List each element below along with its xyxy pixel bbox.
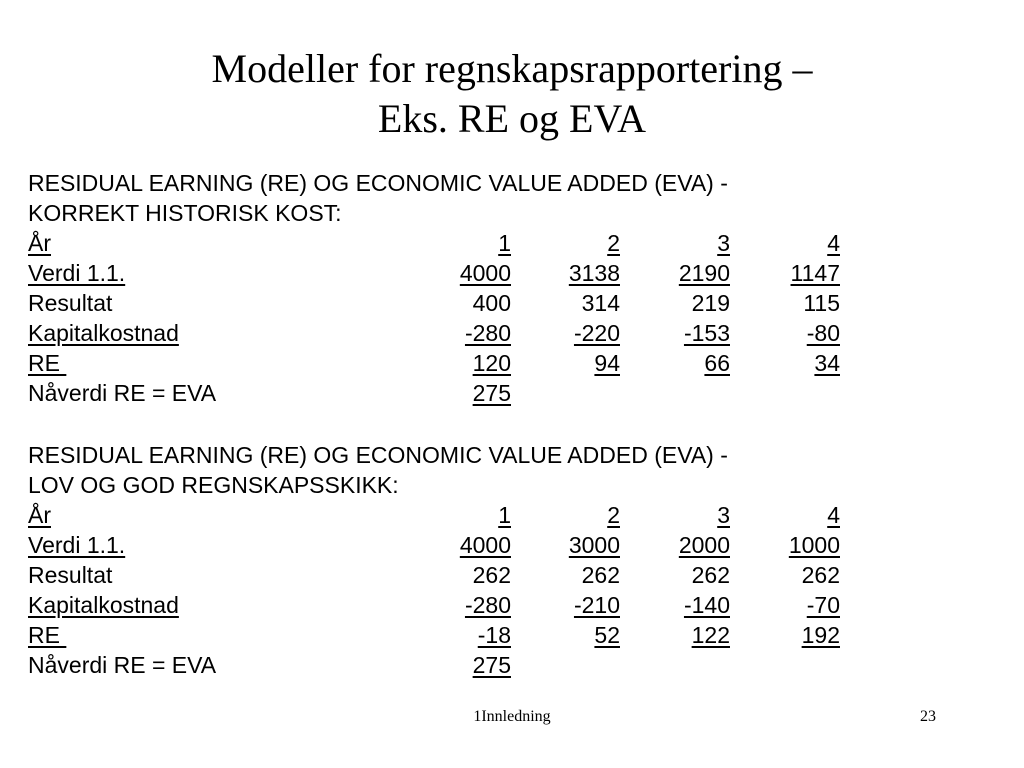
row-label: Nåverdi RE = EVA	[28, 380, 217, 406]
table-row-kapitalkostnad	[28, 318, 848, 348]
table-row-re	[28, 620, 848, 650]
row-label: Resultat	[28, 562, 113, 588]
cell-kapitalkostnad-2: -220	[573, 320, 620, 346]
cell-verdi-1: 4000	[459, 260, 511, 286]
cell-kapitalkostnad-3: -153	[683, 320, 730, 346]
footer-label: 1Innledning	[473, 708, 551, 725]
row-label: RE	[28, 350, 67, 376]
cell-verdi-3: 2000	[678, 532, 730, 558]
cell-year-1: 1	[498, 502, 511, 528]
table-row-verdi	[28, 530, 848, 560]
row-label: Kapitalkostnad	[28, 592, 179, 618]
cell-verdi-2: 3138	[568, 260, 620, 286]
cell-verdi-4: 1000	[788, 532, 840, 558]
row-label: RE	[28, 622, 67, 648]
table-row-naverdi	[28, 378, 848, 408]
cell-resultat-4: 262	[801, 562, 840, 588]
section-2-heading-line-1: RESIDUAL EARNING (RE) OG ECONOMIC VALUE ADDED (EVA) -	[28, 442, 728, 468]
cell-year-4: 4	[827, 230, 840, 256]
table-row-resultat	[28, 288, 848, 318]
cell-resultat-4: 115	[803, 290, 840, 316]
cell-resultat-1: 400	[472, 290, 511, 316]
section-1-heading	[28, 168, 728, 228]
table-row-year	[28, 228, 848, 258]
section-1-heading-line-2: KORREKT HISTORISK KOST:	[28, 200, 342, 226]
slide-title-line-2: Eks. RE og EVA	[377, 96, 647, 141]
cell-re-4: 34	[814, 350, 840, 376]
section-1-table	[28, 228, 848, 408]
cell-re-2: 94	[594, 350, 620, 376]
row-label: Verdi 1.1.	[28, 532, 126, 558]
cell-kapitalkostnad-1: -280	[464, 320, 511, 346]
table-row-re	[28, 348, 848, 378]
cell-kapitalkostnad-4: -80	[806, 320, 840, 346]
page-number: 23	[920, 708, 936, 725]
cell-year-3: 3	[717, 230, 730, 256]
cell-year-4: 4	[827, 502, 840, 528]
cell-re-2: 52	[594, 622, 620, 648]
section-2-heading	[28, 440, 728, 500]
slide-title	[0, 44, 1024, 144]
row-label: Verdi 1.1.	[28, 260, 126, 286]
row-label: År	[28, 230, 51, 256]
cell-resultat-2: 262	[581, 562, 620, 588]
cell-resultat-3: 262	[691, 562, 730, 588]
table-row-resultat	[28, 560, 848, 590]
cell-re-1: 120	[472, 350, 511, 376]
cell-year-1: 1	[498, 230, 511, 256]
table-row-year	[28, 500, 848, 530]
slide-title-line-1: Modeller for regnskapsrapportering –	[211, 46, 813, 91]
cell-verdi-3: 2190	[678, 260, 730, 286]
row-label: Resultat	[28, 290, 113, 316]
cell-re-3: 66	[704, 350, 730, 376]
cell-resultat-3: 219	[691, 290, 730, 316]
cell-kapitalkostnad-4: -70	[806, 592, 840, 618]
cell-year-3: 3	[717, 502, 730, 528]
cell-re-1: -18	[477, 622, 511, 648]
cell-kapitalkostnad-1: -280	[464, 592, 511, 618]
table-row-verdi	[28, 258, 848, 288]
cell-naverdi-1: 275	[472, 380, 511, 406]
cell-re-3: 122	[691, 622, 730, 648]
section-2-table	[28, 500, 848, 680]
row-label: Nåverdi RE = EVA	[28, 652, 217, 678]
cell-naverdi-1: 275	[472, 652, 511, 678]
cell-year-2: 2	[607, 502, 620, 528]
cell-re-4: 192	[801, 622, 840, 648]
cell-verdi-4: 1147	[790, 260, 840, 286]
cell-verdi-2: 3000	[568, 532, 620, 558]
cell-year-2: 2	[607, 230, 620, 256]
table-row-naverdi	[28, 650, 848, 680]
row-label: Kapitalkostnad	[28, 320, 179, 346]
row-label: År	[28, 502, 51, 528]
table-row-kapitalkostnad	[28, 590, 848, 620]
cell-kapitalkostnad-2: -210	[573, 592, 620, 618]
cell-verdi-1: 4000	[459, 532, 511, 558]
section-1-heading-line-1: RESIDUAL EARNING (RE) OG ECONOMIC VALUE ADDED (EVA) -	[28, 170, 728, 196]
section-2-heading-line-2: LOV OG GOD REGNSKAPSSKIKK:	[28, 472, 399, 498]
cell-resultat-2: 314	[581, 290, 620, 316]
cell-resultat-1: 262	[472, 562, 511, 588]
cell-kapitalkostnad-3: -140	[683, 592, 730, 618]
